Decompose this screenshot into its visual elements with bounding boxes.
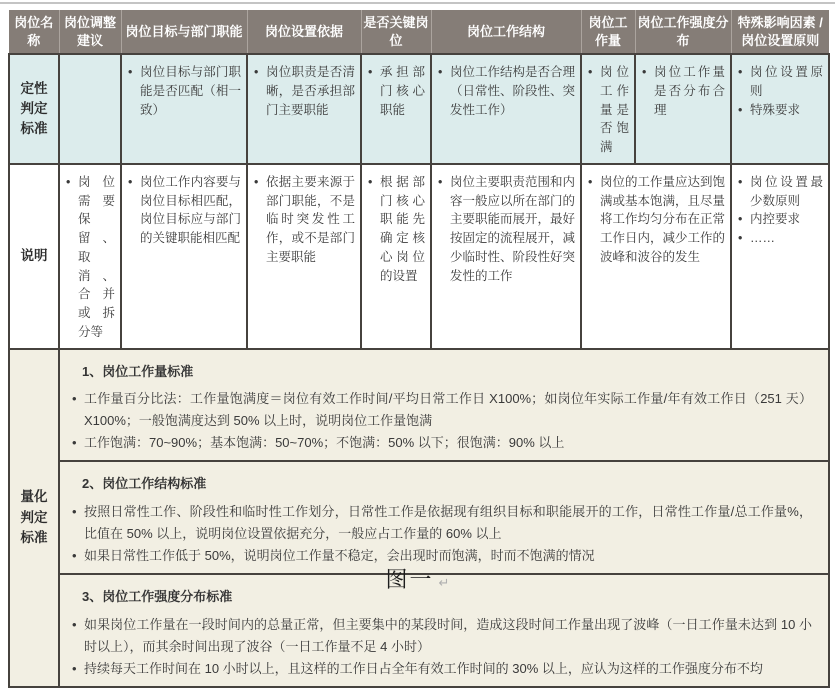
bullet-icon: • xyxy=(738,102,743,117)
bullet-text: 岗位工作量是否饱满 xyxy=(600,65,629,155)
bullet-text: 如果日常性工作低于 50%，说明岗位工作量不稳定，会出现时而饱满，时而不饱满的情况 xyxy=(84,548,595,564)
header-label: 岗位调整建议 xyxy=(63,15,116,48)
bullet-text: 特殊要求 xyxy=(750,102,801,117)
header-cell-key-position xyxy=(361,10,431,54)
header-label: 岗位工作强度分布 xyxy=(637,15,729,48)
header-label: 是否关键岗位 xyxy=(363,15,429,48)
cell-explanation-structure xyxy=(431,164,581,349)
header-cell-goal-function xyxy=(121,10,247,54)
bullet-icon: • xyxy=(72,548,77,564)
bullet-item xyxy=(738,63,823,101)
bullet-item xyxy=(66,173,115,342)
bullet-text: …… xyxy=(750,231,775,246)
bullet-icon: • xyxy=(368,174,373,189)
bullet-item xyxy=(254,63,355,119)
bullet-text: 岗位的工作量应达到饱满或基本饱满，且尽量将工作均匀分布在正常工作日内，减少工作的波峰和波谷的发生 xyxy=(600,174,726,264)
header-label: 岗位工作量 xyxy=(588,15,628,48)
bullet-text: 内控要求 xyxy=(750,212,801,227)
row-label-text: 量化判定标准 xyxy=(20,489,48,545)
section-title: 3、岗位工作强度分布标准 xyxy=(82,589,233,605)
bullet-item xyxy=(128,173,241,248)
bullet-item xyxy=(588,63,629,157)
cell-explanation-basis xyxy=(247,164,361,349)
bullet-item xyxy=(738,101,823,120)
header-label: 岗位目标与部门职能 xyxy=(125,23,243,39)
figure-caption xyxy=(0,563,835,594)
bullet-item xyxy=(368,63,425,119)
bullet-icon: • xyxy=(438,174,443,189)
section-title: 1、岗位工作量标准 xyxy=(82,363,194,379)
header-label: 特殊影响因素 / 岗位设置原则 xyxy=(737,15,823,48)
bullet-item xyxy=(128,63,241,119)
bullet-item xyxy=(368,173,425,286)
row-label-qualitative xyxy=(9,54,59,164)
bullet-icon: • xyxy=(72,660,77,676)
top-divider-line xyxy=(0,2,835,4)
bullet-text: 岗位需要保留、取消、合并或拆分等 xyxy=(78,174,115,339)
header-label: 岗位名称 xyxy=(14,15,54,48)
bullet-item xyxy=(738,229,823,248)
bullet-icon: • xyxy=(66,174,71,189)
quantitative-criteria-row xyxy=(9,349,829,687)
bullet-item xyxy=(438,63,575,119)
bullet-text: 岗位工作结构是否合理（日常性、阶段性、突发性工作） xyxy=(450,65,576,117)
section-bullets xyxy=(72,614,812,680)
bullet-icon: • xyxy=(128,65,133,80)
bullet-text: 岗位主要职责范围和内容一般应以所在部门的主要职能而展开，最好按固定的流程展开，减少临时性、阶段性好突发性的工作 xyxy=(450,174,576,283)
section-bullets xyxy=(72,501,812,567)
bullet-item xyxy=(738,210,823,229)
bullet-icon: • xyxy=(588,174,593,189)
bullet-icon: • xyxy=(738,231,743,246)
qualitative-criteria-row xyxy=(9,54,829,164)
row-label-text: 定性判定标准 xyxy=(20,80,48,137)
bullet-text: 工作饱满：70~90%；基本饱满：50~70%；不饱满：50% 以下；很饱满：90% 以上 xyxy=(84,435,565,451)
bullet-text: 岗位工作内容要与岗位目标相匹配，岗位目标应与部门的关键职能相匹配 xyxy=(140,174,241,246)
bullet-icon: • xyxy=(254,65,259,80)
bullet-text: 岗位目标与部门职能是否匹配（相一致） xyxy=(140,65,241,117)
cell-qualitative-basis xyxy=(247,54,361,164)
bullet-text: 依据主要来源于部门职能，不是临时突发性工作，或不是部门主要职能 xyxy=(266,174,355,264)
cell-explanation-goal xyxy=(121,164,247,349)
cell-explanation-workload-intensity xyxy=(581,164,731,349)
bullet-icon: • xyxy=(72,391,77,407)
bullet-icon: • xyxy=(438,65,443,80)
section-title: 2、岗位工作结构标准 xyxy=(82,476,207,492)
bullet-item xyxy=(72,501,812,545)
bullet-icon: • xyxy=(738,212,743,227)
bullet-icon: • xyxy=(368,65,373,80)
cell-qualitative-intensity xyxy=(635,54,731,164)
header-cell-special-factors xyxy=(731,10,829,54)
bullet-icon: • xyxy=(642,65,647,80)
bullet-icon: • xyxy=(254,174,259,189)
section-workload-standard xyxy=(60,350,828,461)
bullet-text: 承担部门核心职能 xyxy=(380,65,425,117)
bullet-text: 岗位设置最少数原则 xyxy=(750,174,823,208)
bullet-icon: • xyxy=(72,503,77,519)
bullet-text: 持续每天工作时间在 10 小时以上，且这样的工作日占全年有效工作时间的 30% 以上，应认为这样的工作强度分布不均 xyxy=(84,660,763,676)
cell-explanation-key xyxy=(361,164,431,349)
row-label-text: 说明 xyxy=(20,248,48,264)
cell-qualitative-adjust xyxy=(59,54,121,164)
bullet-text: 岗位设置原则 xyxy=(750,65,823,98)
bullet-text: 工作量百分比法：工作量饱满度＝岗位有效工作时间/平均日常工作日 X100%；如岗位年实际工作量/年有效工作日（251 天）X100%；一般饱满度达到 50% 以上时，说明岗位工作量饱满 xyxy=(84,391,812,429)
bullet-text: 按照日常性工作、阶段性和临时性工作划分，日常性工作是依据现有组织目标和职能展开的工作，日常性工作量/总工作量%，比值在 50% 以上，说明岗位设置依据充分，一般应占工作量的 60% 以上 xyxy=(84,503,812,541)
bullet-item xyxy=(72,658,812,680)
header-cell-workload xyxy=(581,10,635,54)
bullet-item xyxy=(254,173,355,267)
header-cell-position-name xyxy=(9,10,59,54)
header-cell-work-structure xyxy=(431,10,581,54)
cell-explanation-special xyxy=(731,164,829,349)
cell-qualitative-goal xyxy=(121,54,247,164)
header-cell-intensity-distribution xyxy=(635,10,731,54)
bullet-icon: • xyxy=(588,65,593,80)
section-structure-standard xyxy=(60,460,828,573)
bullet-icon: • xyxy=(72,616,77,632)
bullet-text: 岗位职责是否清晰，是否承担部门主要职能 xyxy=(266,65,355,117)
bullet-item xyxy=(738,173,823,211)
bullet-item xyxy=(72,614,812,658)
cell-qualitative-structure xyxy=(431,54,581,164)
header-cell-adjustment-suggestion xyxy=(59,10,121,54)
bullet-item xyxy=(642,63,725,119)
bullet-text: 如果岗位工作量在一段时间内的总量正常，但主要集中的某段时间，造成这段时间工作量出现了波峰（一日工作量未达到 10 小时以上），而其余时间出现了波谷（一日工作量不足 4 小时） xyxy=(84,616,812,654)
bullet-icon: • xyxy=(738,65,743,80)
explanation-row xyxy=(9,164,829,349)
bullet-icon: • xyxy=(738,174,743,189)
cell-qualitative-key xyxy=(361,54,431,164)
bullet-icon: • xyxy=(128,174,133,189)
bullet-text: 根据部门核心职能先确定核心岗位的设置 xyxy=(380,174,425,283)
table-header-row xyxy=(9,10,829,54)
header-cell-setting-basis xyxy=(247,10,361,54)
quantitative-content-cell xyxy=(59,349,829,687)
bullet-item xyxy=(438,173,575,286)
header-label: 岗位设置依据 xyxy=(264,23,343,39)
row-label-explanation xyxy=(9,164,59,349)
section-bullets xyxy=(72,388,812,454)
cell-qualitative-special xyxy=(731,54,829,164)
cell-qualitative-workload xyxy=(581,54,635,164)
bullet-icon: • xyxy=(72,435,77,451)
bullet-item xyxy=(72,388,812,432)
row-label-quantitative xyxy=(9,349,59,687)
bullet-item xyxy=(72,432,812,454)
bullet-text: 岗位工作量是否分布合理 xyxy=(654,65,725,117)
bullet-item xyxy=(588,173,725,267)
paragraph-return-icon: ↵ xyxy=(438,575,450,590)
cell-explanation-adjust xyxy=(59,164,121,349)
header-label: 岗位工作结构 xyxy=(466,23,545,39)
caption-text: 图一 xyxy=(385,567,434,592)
